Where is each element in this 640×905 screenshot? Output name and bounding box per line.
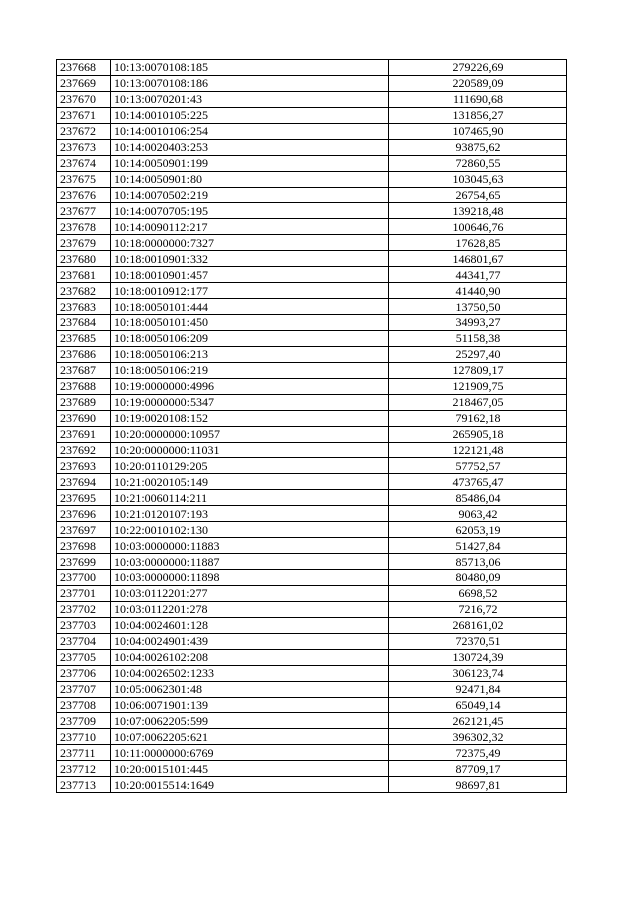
amount-cell: 92471,84 xyxy=(389,681,567,697)
row-number-cell: 237688 xyxy=(57,378,111,394)
row-number-cell: 237683 xyxy=(57,299,111,315)
row-number-cell: 237673 xyxy=(57,139,111,155)
row-number-cell: 237712 xyxy=(57,761,111,777)
row-number-cell: 237674 xyxy=(57,155,111,171)
row-number-cell: 237709 xyxy=(57,713,111,729)
cadastral-number-cell: 10:14:0010106:254 xyxy=(111,123,389,139)
cadastral-number-cell: 10:20:0000000:10957 xyxy=(111,426,389,442)
table-row xyxy=(57,315,567,331)
amount-cell: 121909,75 xyxy=(389,378,567,394)
amount-cell: 396302,32 xyxy=(389,729,567,745)
amount-cell: 25297,40 xyxy=(389,346,567,362)
table-row xyxy=(57,299,567,315)
row-number-cell: 237686 xyxy=(57,346,111,362)
cadastral-number-cell: 10:18:0050106:213 xyxy=(111,346,389,362)
cadastral-number-cell: 10:21:0020105:149 xyxy=(111,474,389,490)
row-number-cell: 237672 xyxy=(57,123,111,139)
amount-cell: 139218,48 xyxy=(389,203,567,219)
table-row xyxy=(57,75,567,91)
records-table-body xyxy=(57,60,567,793)
row-number-cell: 237676 xyxy=(57,187,111,203)
row-number-cell: 237678 xyxy=(57,219,111,235)
cadastral-number-cell: 10:20:0110129:205 xyxy=(111,458,389,474)
table-row xyxy=(57,155,567,171)
table-row xyxy=(57,745,567,761)
table-row xyxy=(57,203,567,219)
amount-cell: 17628,85 xyxy=(389,235,567,251)
row-number-cell: 237685 xyxy=(57,330,111,346)
amount-cell: 6698,52 xyxy=(389,585,567,601)
amount-cell: 13750,50 xyxy=(389,299,567,315)
table-row xyxy=(57,729,567,745)
amount-cell: 103045,63 xyxy=(389,171,567,187)
cadastral-number-cell: 10:03:0000000:11898 xyxy=(111,570,389,586)
table-row xyxy=(57,506,567,522)
row-number-cell: 237706 xyxy=(57,665,111,681)
cadastral-number-cell: 10:04:0024901:439 xyxy=(111,633,389,649)
table-row xyxy=(57,346,567,362)
cadastral-number-cell: 10:18:0010901:332 xyxy=(111,251,389,267)
amount-cell: 127809,17 xyxy=(389,362,567,378)
row-number-cell: 237684 xyxy=(57,315,111,331)
table-row xyxy=(57,538,567,554)
amount-cell: 87709,17 xyxy=(389,761,567,777)
amount-cell: 100646,76 xyxy=(389,219,567,235)
table-row xyxy=(57,139,567,155)
cadastral-number-cell: 10:03:0112201:278 xyxy=(111,601,389,617)
row-number-cell: 237708 xyxy=(57,697,111,713)
cadastral-number-cell: 10:07:0062205:621 xyxy=(111,729,389,745)
amount-cell: 93875,62 xyxy=(389,139,567,155)
cadastral-number-cell: 10:18:0050106:219 xyxy=(111,362,389,378)
amount-cell: 268161,02 xyxy=(389,617,567,633)
row-number-cell: 237690 xyxy=(57,410,111,426)
row-number-cell: 237699 xyxy=(57,554,111,570)
amount-cell: 9063,42 xyxy=(389,506,567,522)
amount-cell: 98697,81 xyxy=(389,777,567,793)
row-number-cell: 237711 xyxy=(57,745,111,761)
amount-cell: 72375,49 xyxy=(389,745,567,761)
cadastral-number-cell: 10:14:0050901:199 xyxy=(111,155,389,171)
cadastral-number-cell: 10:22:0010102:130 xyxy=(111,522,389,538)
amount-cell: 72860,55 xyxy=(389,155,567,171)
table-row xyxy=(57,123,567,139)
amount-cell: 111690,68 xyxy=(389,91,567,107)
amount-cell: 220589,09 xyxy=(389,75,567,91)
amount-cell: 262121,45 xyxy=(389,713,567,729)
table-row xyxy=(57,474,567,490)
table-row xyxy=(57,649,567,665)
cadastral-number-cell: 10:18:0010912:177 xyxy=(111,283,389,299)
cadastral-number-cell: 10:21:0120107:193 xyxy=(111,506,389,522)
cadastral-number-cell: 10:03:0112201:277 xyxy=(111,585,389,601)
row-number-cell: 237677 xyxy=(57,203,111,219)
cadastral-number-cell: 10:18:0010901:457 xyxy=(111,267,389,283)
table-row xyxy=(57,60,567,76)
amount-cell: 131856,27 xyxy=(389,107,567,123)
cadastral-number-cell: 10:05:0062301:48 xyxy=(111,681,389,697)
amount-cell: 146801,67 xyxy=(389,251,567,267)
amount-cell: 279226,69 xyxy=(389,60,567,76)
amount-cell: 51427,84 xyxy=(389,538,567,554)
row-number-cell: 237681 xyxy=(57,267,111,283)
row-number-cell: 237702 xyxy=(57,601,111,617)
row-number-cell: 237704 xyxy=(57,633,111,649)
cadastral-number-cell: 10:03:0000000:11887 xyxy=(111,554,389,570)
row-number-cell: 237710 xyxy=(57,729,111,745)
row-number-cell: 237691 xyxy=(57,426,111,442)
row-number-cell: 237694 xyxy=(57,474,111,490)
cadastral-number-cell: 10:14:0070502:219 xyxy=(111,187,389,203)
row-number-cell: 237675 xyxy=(57,171,111,187)
cadastral-number-cell: 10:18:0050101:444 xyxy=(111,299,389,315)
table-row xyxy=(57,585,567,601)
table-row xyxy=(57,554,567,570)
cadastral-number-cell: 10:19:0020108:152 xyxy=(111,410,389,426)
cadastral-number-cell: 10:20:0015514:1649 xyxy=(111,777,389,793)
table-row xyxy=(57,761,567,777)
amount-cell: 41440,90 xyxy=(389,283,567,299)
amount-cell: 62053,19 xyxy=(389,522,567,538)
table-row xyxy=(57,617,567,633)
table-row xyxy=(57,171,567,187)
amount-cell: 306123,74 xyxy=(389,665,567,681)
table-row xyxy=(57,458,567,474)
cadastral-number-cell: 10:19:0000000:4996 xyxy=(111,378,389,394)
records-table xyxy=(56,59,567,793)
amount-cell: 473765,47 xyxy=(389,474,567,490)
table-row xyxy=(57,681,567,697)
cadastral-number-cell: 10:18:0050106:209 xyxy=(111,330,389,346)
cadastral-number-cell: 10:14:0070705:195 xyxy=(111,203,389,219)
cadastral-number-cell: 10:18:0050101:450 xyxy=(111,315,389,331)
amount-cell: 65049,14 xyxy=(389,697,567,713)
table-row xyxy=(57,251,567,267)
amount-cell: 72370,51 xyxy=(389,633,567,649)
amount-cell: 80480,09 xyxy=(389,570,567,586)
cadastral-number-cell: 10:13:0070108:186 xyxy=(111,75,389,91)
amount-cell: 85486,04 xyxy=(389,490,567,506)
table-row xyxy=(57,378,567,394)
row-number-cell: 237671 xyxy=(57,107,111,123)
cadastral-number-cell: 10:14:0050901:80 xyxy=(111,171,389,187)
row-number-cell: 237701 xyxy=(57,585,111,601)
table-row xyxy=(57,570,567,586)
cadastral-number-cell: 10:06:0071901:139 xyxy=(111,697,389,713)
cadastral-number-cell: 10:21:0060114:211 xyxy=(111,490,389,506)
row-number-cell: 237692 xyxy=(57,442,111,458)
row-number-cell: 237695 xyxy=(57,490,111,506)
table-row xyxy=(57,713,567,729)
table-row xyxy=(57,490,567,506)
cadastral-number-cell: 10:04:0026102:208 xyxy=(111,649,389,665)
row-number-cell: 237687 xyxy=(57,362,111,378)
cadastral-number-cell: 10:14:0020403:253 xyxy=(111,139,389,155)
row-number-cell: 237705 xyxy=(57,649,111,665)
row-number-cell: 237679 xyxy=(57,235,111,251)
row-number-cell: 237669 xyxy=(57,75,111,91)
cadastral-number-cell: 10:04:0026502:1233 xyxy=(111,665,389,681)
table-row xyxy=(57,777,567,793)
table-row xyxy=(57,283,567,299)
row-number-cell: 237700 xyxy=(57,570,111,586)
cadastral-number-cell: 10:11:0000000:6769 xyxy=(111,745,389,761)
cadastral-number-cell: 10:03:0000000:11883 xyxy=(111,538,389,554)
table-row xyxy=(57,410,567,426)
row-number-cell: 237670 xyxy=(57,91,111,107)
row-number-cell: 237697 xyxy=(57,522,111,538)
amount-cell: 44341,77 xyxy=(389,267,567,283)
cadastral-number-cell: 10:04:0024601:128 xyxy=(111,617,389,633)
cadastral-number-cell: 10:14:0090112:217 xyxy=(111,219,389,235)
table-row xyxy=(57,442,567,458)
amount-cell: 79162,18 xyxy=(389,410,567,426)
cadastral-number-cell: 10:14:0010105:225 xyxy=(111,107,389,123)
table-row xyxy=(57,362,567,378)
cadastral-number-cell: 10:07:0062205:599 xyxy=(111,713,389,729)
row-number-cell: 237713 xyxy=(57,777,111,793)
row-number-cell: 237689 xyxy=(57,394,111,410)
cadastral-number-cell: 10:20:0015101:445 xyxy=(111,761,389,777)
amount-cell: 26754,65 xyxy=(389,187,567,203)
row-number-cell: 237682 xyxy=(57,283,111,299)
table-row xyxy=(57,522,567,538)
cadastral-number-cell: 10:20:0000000:11031 xyxy=(111,442,389,458)
amount-cell: 218467,05 xyxy=(389,394,567,410)
amount-cell: 85713,06 xyxy=(389,554,567,570)
amount-cell: 51158,38 xyxy=(389,330,567,346)
cadastral-number-cell: 10:13:0070201:43 xyxy=(111,91,389,107)
row-number-cell: 237703 xyxy=(57,617,111,633)
amount-cell: 34993,27 xyxy=(389,315,567,331)
row-number-cell: 237707 xyxy=(57,681,111,697)
row-number-cell: 237693 xyxy=(57,458,111,474)
amount-cell: 7216,72 xyxy=(389,601,567,617)
table-row xyxy=(57,187,567,203)
table-row xyxy=(57,394,567,410)
cadastral-number-cell: 10:13:0070108:185 xyxy=(111,60,389,76)
amount-cell: 107465,90 xyxy=(389,123,567,139)
amount-cell: 57752,57 xyxy=(389,458,567,474)
cadastral-number-cell: 10:18:0000000:7327 xyxy=(111,235,389,251)
table-row xyxy=(57,91,567,107)
table-row xyxy=(57,426,567,442)
row-number-cell: 237680 xyxy=(57,251,111,267)
table-row xyxy=(57,697,567,713)
table-row xyxy=(57,235,567,251)
table-row xyxy=(57,665,567,681)
amount-cell: 122121,48 xyxy=(389,442,567,458)
table-row xyxy=(57,219,567,235)
cadastral-number-cell: 10:19:0000000:5347 xyxy=(111,394,389,410)
table-row xyxy=(57,107,567,123)
row-number-cell: 237668 xyxy=(57,60,111,76)
row-number-cell: 237698 xyxy=(57,538,111,554)
amount-cell: 265905,18 xyxy=(389,426,567,442)
table-row xyxy=(57,267,567,283)
amount-cell: 130724,39 xyxy=(389,649,567,665)
table-row xyxy=(57,633,567,649)
row-number-cell: 237696 xyxy=(57,506,111,522)
table-row xyxy=(57,330,567,346)
table-row xyxy=(57,601,567,617)
